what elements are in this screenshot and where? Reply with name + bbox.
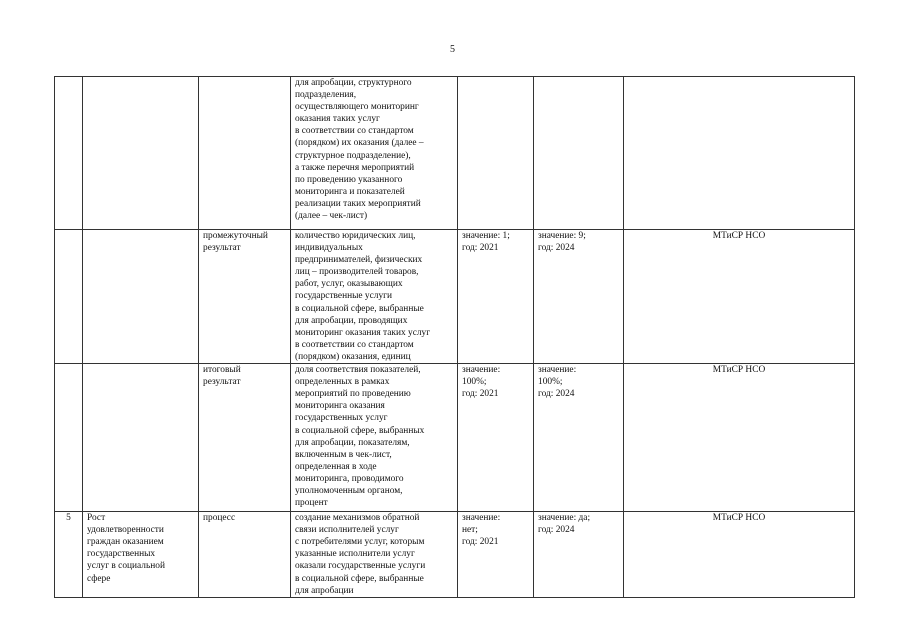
cell-line: год: 2024 (538, 243, 575, 254)
table-row (55, 77, 855, 230)
cell-line: значение: (462, 513, 501, 524)
cell-line: государственные услуги (295, 291, 392, 302)
cell-line: удовлетворенности (87, 525, 164, 536)
cell-line: с потребителями услуг, которым (295, 537, 425, 548)
cell-base-value (458, 230, 534, 364)
cell-line: (порядком) их оказания (далее – (295, 138, 424, 149)
table-row (55, 512, 855, 598)
cell-line: количество юридических лиц, (295, 231, 416, 241)
cell-line: включенным в чек-лист, (295, 449, 392, 460)
cell-number (55, 364, 83, 512)
cell-line: осуществляющего мониторинг (295, 102, 419, 113)
cell-line: значение: да; (538, 513, 591, 524)
cell-line: указанные исполнители услуг (295, 549, 415, 560)
cell-line: значение: (462, 365, 501, 376)
cell-base-value (458, 512, 534, 598)
cell-line: в социальной сфере, выбранные (295, 303, 424, 314)
cell-line: оказали государственные услуги (295, 561, 426, 572)
cell-line: связи исполнителей услуг (295, 525, 399, 536)
cell-line: мониторинга, проводимого (295, 473, 404, 484)
cell-target-value (534, 512, 624, 598)
cell-number: 5 (55, 512, 83, 598)
cell-line: Рост (87, 513, 106, 524)
cell-line: (порядком) оказания, единиц (295, 351, 411, 362)
cell-line: для апробации, проводящих (295, 315, 408, 326)
cell-indicator-title (83, 77, 199, 230)
cell-line: услуг в социальной (87, 561, 165, 572)
cell-line: а также перечня мероприятий (295, 162, 415, 173)
cell-responsible (624, 77, 855, 230)
cell-line: лиц – производителей товаров, (295, 267, 419, 278)
cell-line: государственных (87, 549, 156, 560)
cell-line: процент (295, 498, 328, 509)
cell-line: по проведению указанного (295, 174, 403, 185)
table-row (55, 364, 855, 512)
page-number: 5 (450, 44, 455, 55)
cell-indicator-title (83, 512, 199, 598)
cell-result-type (199, 230, 291, 364)
cell-line: для апробации (295, 585, 354, 596)
cell-result-type (199, 364, 291, 512)
cell-responsible: МТиСР НСО (624, 230, 855, 364)
cell-target-value (534, 230, 624, 364)
cell-line: предпринимателей, физических (295, 255, 423, 266)
cell-line: год: 2024 (538, 389, 575, 400)
cell-line: создание механизмов обратной (295, 513, 420, 524)
cell-line: мероприятий по проведению (295, 389, 411, 400)
cell-line: значение: 9; (538, 231, 586, 241)
cell-base-value (458, 77, 534, 230)
cell-indicator-title (83, 230, 199, 364)
cell-line: оказания таких услуг (295, 114, 380, 125)
cell-description (291, 230, 458, 364)
cell-target-value (534, 364, 624, 512)
cell-line: процесс (203, 513, 236, 524)
cell-line: итоговый (203, 365, 241, 376)
cell-line: определенных в рамках (295, 377, 390, 388)
cell-line: год: 2021 (462, 389, 499, 400)
cell-line: 100%; (462, 377, 487, 388)
cell-result-type (199, 512, 291, 598)
cell-line: мониторинга и показателей (295, 186, 405, 197)
cell-line: промежуточный (203, 231, 268, 241)
cell-line: доля соответствия показателей, (295, 365, 421, 376)
cell-line: результат (203, 243, 241, 254)
cell-line: государственных услуг (295, 413, 388, 424)
cell-line: граждан оказанием (87, 537, 164, 548)
cell-result-type (199, 77, 291, 230)
cell-line: мониторинг оказания таких услуг (295, 327, 431, 338)
cell-line: подразделения, (295, 90, 357, 101)
cell-line: определенная в ходе (295, 461, 377, 472)
cell-line: в социальной сфере, выбранных (295, 425, 425, 436)
cell-line: значение: (538, 365, 577, 376)
cell-line: год: 2021 (462, 537, 499, 548)
cell-line: мониторинга оказания (295, 401, 385, 412)
cell-responsible: МТиСР НСО (624, 364, 855, 512)
cell-base-value (458, 364, 534, 512)
cell-line: работ, услуг, оказывающих (295, 279, 403, 290)
cell-line: для апробации, показателям, (295, 437, 410, 448)
cell-line: сфере (87, 573, 111, 584)
cell-line: год: 2024 (538, 525, 575, 536)
table-row (55, 230, 855, 364)
cell-line: для апробации, структурного (295, 78, 412, 88)
cell-line: в соответствии со стандартом (295, 339, 414, 350)
cell-description (291, 77, 458, 230)
cell-line: (далее – чек-лист) (295, 211, 368, 222)
cell-line: в социальной сфере, выбранные (295, 573, 424, 584)
cell-responsible: МТиСР НСО (624, 512, 855, 598)
cell-description (291, 364, 458, 512)
cell-line: нет; (462, 525, 478, 536)
cell-description (291, 512, 458, 598)
cell-line: индивидуальных (295, 243, 363, 254)
cell-line: в соответствии со стандартом (295, 126, 414, 137)
cell-number (55, 230, 83, 364)
cell-line: год: 2021 (462, 243, 499, 254)
cell-target-value (534, 77, 624, 230)
cell-line: результат (203, 377, 241, 388)
cell-line: 100%; (538, 377, 563, 388)
cell-line: значение: 1; (462, 231, 510, 241)
cell-line: реализации таких мероприятий (295, 198, 421, 209)
cell-indicator-title (83, 364, 199, 512)
cell-line: структурное подразделение), (295, 150, 411, 161)
cell-number (55, 77, 83, 230)
indicators-table (54, 76, 855, 598)
cell-line: уполномоченным органом, (295, 485, 403, 496)
